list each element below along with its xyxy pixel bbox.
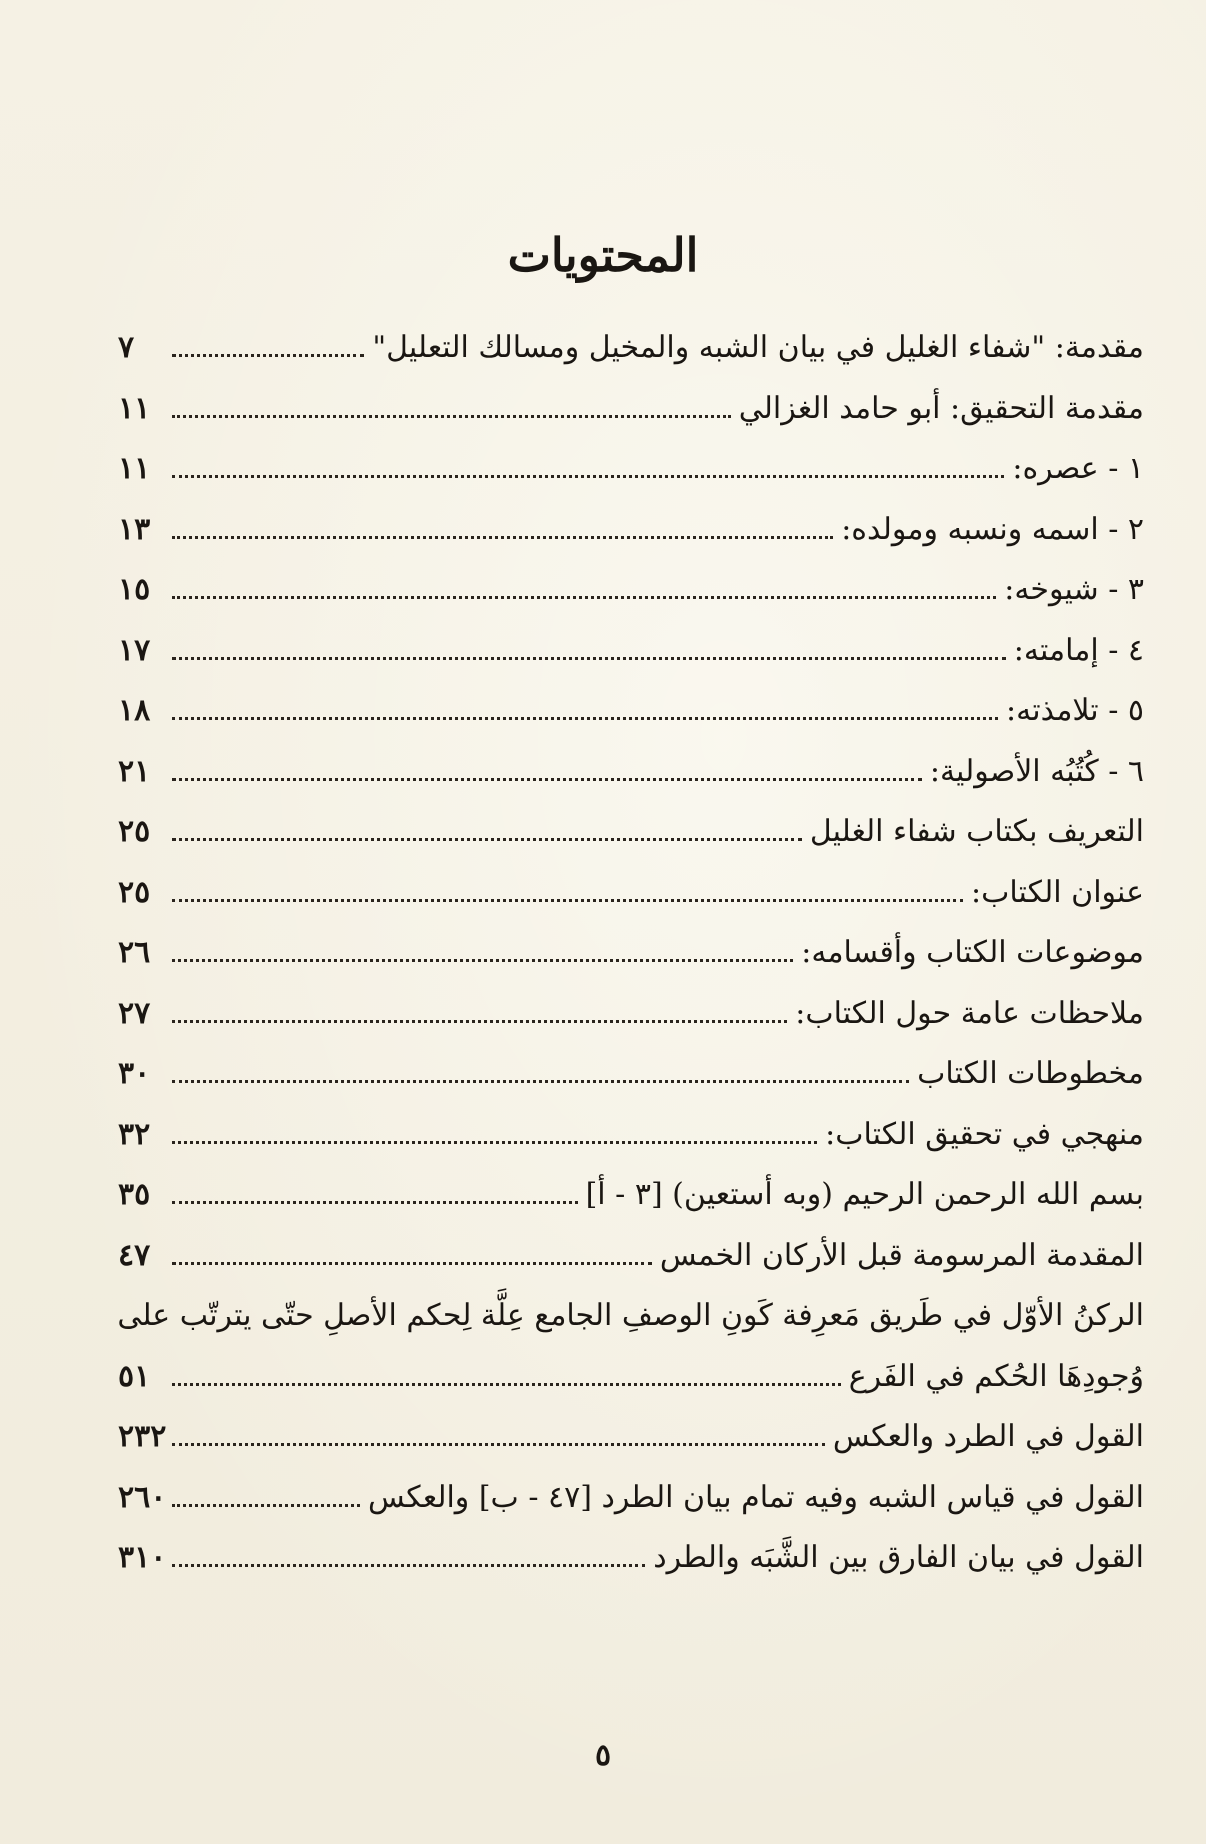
dot-leader bbox=[172, 354, 364, 357]
dot-leader bbox=[172, 1504, 360, 1507]
toc-entry-page: ٣٠ bbox=[118, 1056, 151, 1091]
toc-entry-label: القول في قياس الشبه وفيه تمام بيان الطرد [٤٧ - ب] والعكس bbox=[368, 1479, 1144, 1515]
toc-entry-label: ٦ - كُتُبُه الأصولية: bbox=[929, 753, 1144, 789]
toc-entry bbox=[118, 1419, 1144, 1480]
toc-entry-label: القول في بيان الفارق بين الشَّبَه والطرد bbox=[653, 1540, 1144, 1575]
page-title: المحتويات bbox=[507, 228, 699, 282]
toc-entry-label: مقدمة التحقيق: أبو حامد الغزالي bbox=[738, 390, 1144, 426]
dot-leader bbox=[172, 838, 802, 841]
toc-entry-label: الركنُ الأوّل في طَريق مَعرِفة كَونِ الوصفِ الجامع عِلَّة لِحكم الأصلِ حتّى يترتّب على bbox=[117, 1298, 1144, 1333]
toc-entry-page: ٢٦ bbox=[118, 935, 151, 970]
toc-entry-page: ٣٢ bbox=[118, 1116, 151, 1152]
toc-entry bbox=[118, 996, 1144, 1057]
dot-leader bbox=[172, 959, 793, 962]
dot-leader bbox=[172, 1020, 787, 1023]
toc-entry-label: المقدمة المرسومة قبل الأركان الخمس bbox=[659, 1237, 1144, 1273]
toc-entry-page: ١٧ bbox=[118, 632, 151, 668]
toc-entry-page: ٢٥ bbox=[118, 814, 151, 849]
toc-entry-page: ٧ bbox=[118, 330, 135, 365]
toc-entry-label: ١ - عصره: bbox=[1012, 451, 1144, 486]
dot-leader bbox=[172, 1262, 652, 1265]
toc-entry-page: ٢١ bbox=[118, 753, 151, 789]
dot-leader bbox=[172, 1443, 825, 1446]
toc-entry-label: بسم الله الرحمن الرحيم (وبه أستعين) [٣ - أ] bbox=[585, 1177, 1144, 1212]
toc-entry bbox=[118, 1117, 1144, 1178]
dot-leader bbox=[172, 1564, 645, 1567]
dot-leader bbox=[172, 1141, 817, 1144]
toc-entry bbox=[118, 1238, 1144, 1299]
toc-entry-page: ٢٣٢ bbox=[118, 1419, 167, 1454]
toc-entry bbox=[118, 754, 1144, 815]
toc-entry-label: ٣ - شيوخه: bbox=[1004, 572, 1144, 607]
toc-entry bbox=[118, 875, 1144, 936]
toc-entry-page: ١٣ bbox=[118, 511, 151, 547]
toc-entry bbox=[118, 1177, 1144, 1238]
dot-leader bbox=[172, 1080, 909, 1083]
dot-leader bbox=[172, 415, 731, 418]
toc-entry bbox=[118, 451, 1144, 512]
page-number: ٥ bbox=[594, 1738, 612, 1773]
toc-entry bbox=[118, 572, 1144, 633]
toc-entry-label: منهجي في تحقيق الكتاب: bbox=[825, 1116, 1144, 1152]
dot-leader bbox=[172, 899, 963, 902]
toc-entry-page: ٣١٠ bbox=[118, 1540, 167, 1575]
toc-entry bbox=[118, 330, 1144, 391]
toc-entry bbox=[118, 814, 1144, 875]
dot-leader bbox=[172, 1201, 578, 1204]
table-of-contents bbox=[118, 330, 1144, 1601]
dot-leader bbox=[172, 717, 998, 720]
toc-entry-label: عنوان الكتاب: bbox=[971, 874, 1144, 910]
toc-entry-page: ١١ bbox=[118, 451, 151, 486]
toc-entry-multiline-second-line bbox=[118, 1359, 1144, 1420]
toc-entry bbox=[118, 935, 1144, 996]
toc-entry-page: ٣٥ bbox=[118, 1177, 151, 1212]
dot-leader bbox=[172, 475, 1004, 478]
toc-entry-page: ٢٥ bbox=[118, 874, 151, 910]
dot-leader bbox=[172, 657, 1006, 660]
toc-entry-label: مقدمة: "شفاء الغليل في بيان الشبه والمخيل ومسالك التعليل" bbox=[372, 330, 1144, 365]
dot-leader bbox=[172, 1383, 841, 1386]
toc-entry-page: ١٨ bbox=[118, 693, 151, 728]
toc-entry bbox=[118, 512, 1144, 573]
toc-entry bbox=[118, 1056, 1144, 1117]
toc-entry-label: وُجودِهَا الحُكم في الفَرع bbox=[848, 1358, 1144, 1394]
toc-entry bbox=[118, 1480, 1144, 1541]
toc-entry-label: ٥ - تلامذته: bbox=[1006, 693, 1144, 728]
dot-leader bbox=[172, 536, 833, 539]
toc-entry-multiline-first-line bbox=[118, 1298, 1144, 1359]
dot-leader bbox=[172, 596, 996, 599]
toc-entry-page: ٢٦٠ bbox=[118, 1479, 167, 1515]
toc-entry bbox=[118, 391, 1144, 452]
toc-entry-label: ٢ - اسمه ونسبه ومولده: bbox=[841, 511, 1144, 547]
toc-entry-page: ٥١ bbox=[118, 1358, 151, 1394]
toc-entry-label: موضوعات الكتاب وأقسامه: bbox=[801, 935, 1144, 970]
toc-entry-page: ٢٧ bbox=[118, 995, 151, 1031]
toc-entry-label: القول في الطرد والعكس bbox=[832, 1419, 1144, 1454]
toc-entry-page: ١١ bbox=[118, 390, 151, 426]
toc-entry-label: ملاحظات عامة حول الكتاب: bbox=[795, 995, 1144, 1031]
toc-entry-label: ٤ - إمامته: bbox=[1013, 632, 1144, 668]
toc-entry-page: ٤٧ bbox=[118, 1237, 151, 1273]
toc-entry-label: التعريف بكتاب شفاء الغليل bbox=[809, 814, 1144, 849]
toc-entry bbox=[118, 633, 1144, 694]
toc-entry-page: ١٥ bbox=[118, 572, 151, 607]
toc-entry-label: مخطوطات الكتاب bbox=[917, 1056, 1144, 1091]
toc-entry bbox=[118, 1540, 1144, 1601]
toc-entry bbox=[118, 693, 1144, 754]
dot-leader bbox=[172, 778, 922, 781]
